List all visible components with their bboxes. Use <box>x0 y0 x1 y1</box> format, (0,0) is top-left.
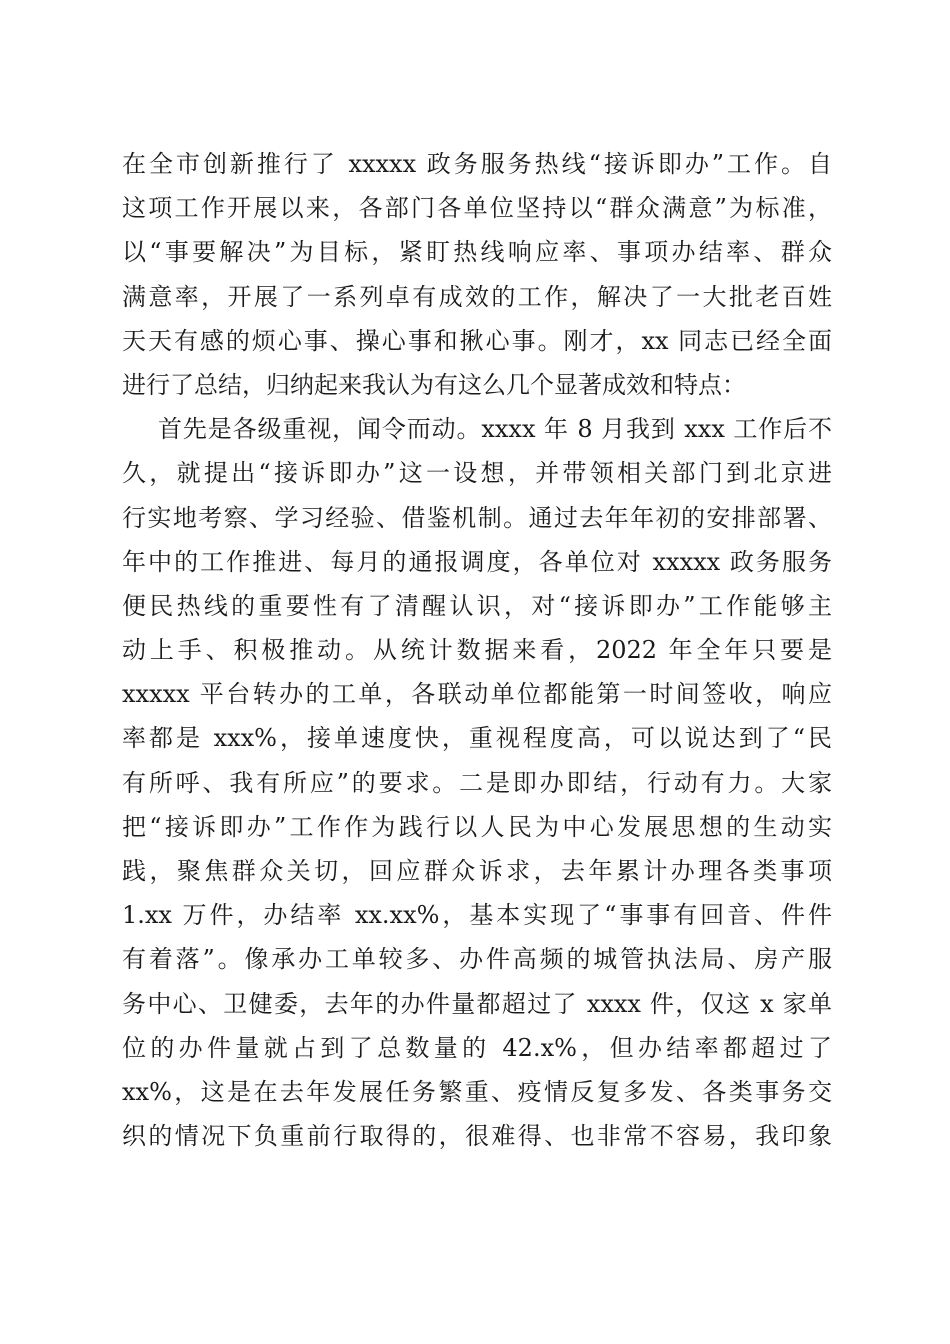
text-line: 以“事要解决”为目标，紧盯热线响应率、事项办结率、群众 <box>122 238 832 267</box>
text-line: 有所呼、我有所应”的要求。二是即办即结，行动有力。大家 <box>122 768 832 797</box>
text-line: 久，就提出“接诉即办”这一设想，并带领相关部门到北京进 <box>122 459 832 488</box>
text-line: 在全市创新推行了 xxxxx 政务服务热线“接诉即办”工作。自 <box>122 150 832 178</box>
text-line: 有着落”。像承办工单较多、办件高频的城管执法局、房产服 <box>122 945 832 974</box>
text-line: 位的办件量就占到了总数量的 42.x%，但办结率都超过了 <box>122 1033 832 1062</box>
text-line: 天天有感的烦心事、操心事和揪心事。刚才，xx 同志已经全面 <box>122 326 832 355</box>
text-line: 织的情况下负重前行取得的，很难得、也非常不容易，我印象 <box>122 1122 832 1151</box>
text-line: 满意率，开展了一系列卓有成效的工作，解决了一大批老百姓 <box>122 282 832 311</box>
text-line: 率都是 xxx%，接单速度快，重视程度高，可以说达到了“民 <box>122 724 832 753</box>
text-line: 1.xx 万件，办结率 xx.xx%，基本实现了“事事有回音、件件 <box>122 901 832 930</box>
paragraph-first-line: 首先是各级重视，闻令而动。xxxx 年 8 月我到 xxx 工作后不 <box>158 415 832 444</box>
text-line: 进行了总结，归纳起来我认为有这么几个显著成效和特点： <box>122 370 746 399</box>
text-line: 行实地考察、学习经验、借鉴机制。通过去年年初的安排部署、 <box>122 503 832 532</box>
body-text <box>122 142 832 1158</box>
text-line: xx%，这是在去年发展任务繁重、疫情反复多发、各类事务交 <box>122 1077 832 1106</box>
text-line: 务中心、卫健委，去年的办件量都超过了 xxxx 件，仅这 x 家单 <box>122 989 832 1018</box>
text-line: 这项工作开展以来，各部门各单位坚持以“群众满意”为标准， <box>122 194 832 223</box>
text-line: 便民热线的重要性有了清醒认识，对“接诉即办”工作能够主 <box>122 591 832 620</box>
text-line: 动上手、积极推动。从统计数据来看，2022 年全年只要是 <box>122 636 832 665</box>
text-line: 践，聚焦群众关切，回应群众诉求，去年累计办理各类事项 <box>122 857 832 885</box>
text-line: 把“接诉即办”工作作为践行以人民为中心发展思想的生动实 <box>122 812 832 841</box>
text-line: 年中的工作推进、每月的通报调度，各单位对 xxxxx 政务服务 <box>122 547 832 576</box>
text-line: xxxxx 平台转办的工单，各联动单位都能第一时间签收，响应 <box>122 680 832 709</box>
